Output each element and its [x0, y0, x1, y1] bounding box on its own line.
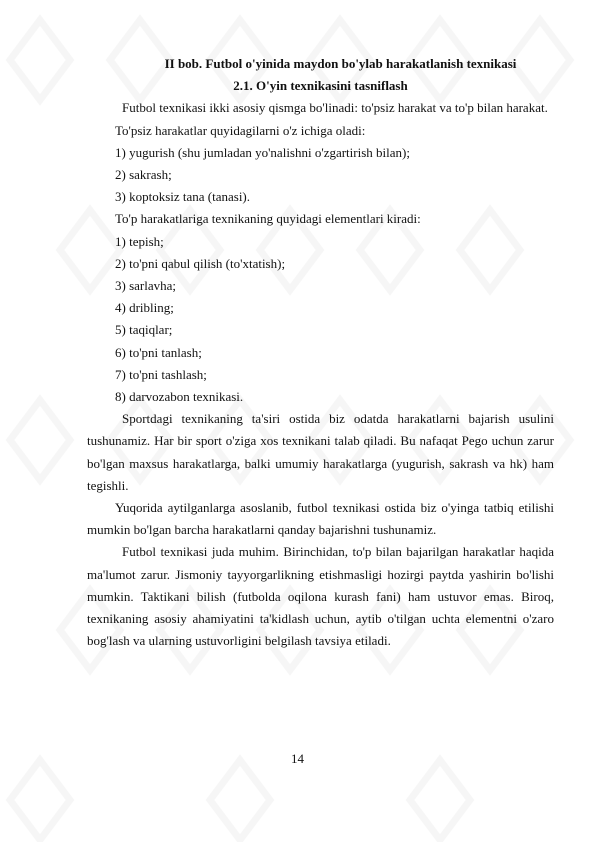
chapter-heading: II bob. Futbol o'yinida maydon bo'ylab harakatlanish texnikasi — [164, 56, 517, 71]
list-item: 6) to'pni tanlash; — [115, 344, 202, 360]
page-content — [87, 53, 554, 652]
list-item: 1) yugurish (shu jumladan yo'nalishni o'zgartirish bilan); — [115, 144, 410, 160]
intro-paragraph: Futbol texnikasi ikki asosiy qismga bo'linadi: to'psiz harakat va to'p bilan harakat. — [122, 100, 548, 116]
list-item: 5) taqiqlar; — [115, 322, 173, 338]
list-item: 3) koptoksiz tana (tanasi). — [115, 189, 251, 205]
section-heading: 2.1. O'yin texnikasini tasniflash — [233, 78, 408, 94]
paragraph-summary: Yuqorida aytilganlarga asoslanib, futbol texnikasi ostida biz o'yinga tatbiq etilishi mumkin bo'lgan barcha harakatlarni qanday bajarishni tushunamiz. — [87, 500, 554, 538]
list-item: 2) sakrash; — [115, 167, 172, 183]
list2-intro: To'p harakatlariga texnikaning quyidagi elementlari kiradi: — [115, 211, 421, 227]
list-item: 3) sarlavha; — [115, 278, 177, 294]
list1-intro: To'psiz harakatlar quyidagilarni o'z ichiga oladi: — [115, 122, 366, 138]
list-item: 4) dribling; — [115, 300, 174, 316]
paragraph-technique: Sportdagi texnikaning ta'siri ostida biz odatda harakatlarni bajarish usulini tushunamiz. Har bir sport o'ziga xos texnikani talab qiladi. Bu nafaqat Pego uchun zarur bo'lgan maxsus harakatlarga, balki umumiy harakatlarga (yugurish, sakrash va hk) ham tegishli. — [87, 411, 554, 493]
list-item: 8) darvozabon texnikasi. — [115, 389, 244, 405]
list-item: 2) to'pni qabul qilish (to'xtatish); — [115, 255, 286, 271]
paragraph-importance: Futbol texnikasi juda muhim. Birinchidan, to'p bilan bajarilgan harakatlar haqida ma'lumot zarur. Jismoniy tayyorgarlikning etishmasligi hozirgi paytda yashirin bo'lishi mumkin. Taktikani bilish (futbolda oqilona kurash fani) ham ustuvor emas. Biroq, texnikaning asosiy ahamiyatini ta'kidlash uchun, aytib o'tilgan uchta elementni o'zaro bog'lash va ularning ustuvorligini belgilash tavsiya etiladi. — [87, 544, 554, 649]
list-item: 1) tepish; — [115, 233, 164, 249]
page-number: 14 — [291, 751, 304, 766]
list-item: 7) to'pni tashlash; — [115, 366, 207, 382]
